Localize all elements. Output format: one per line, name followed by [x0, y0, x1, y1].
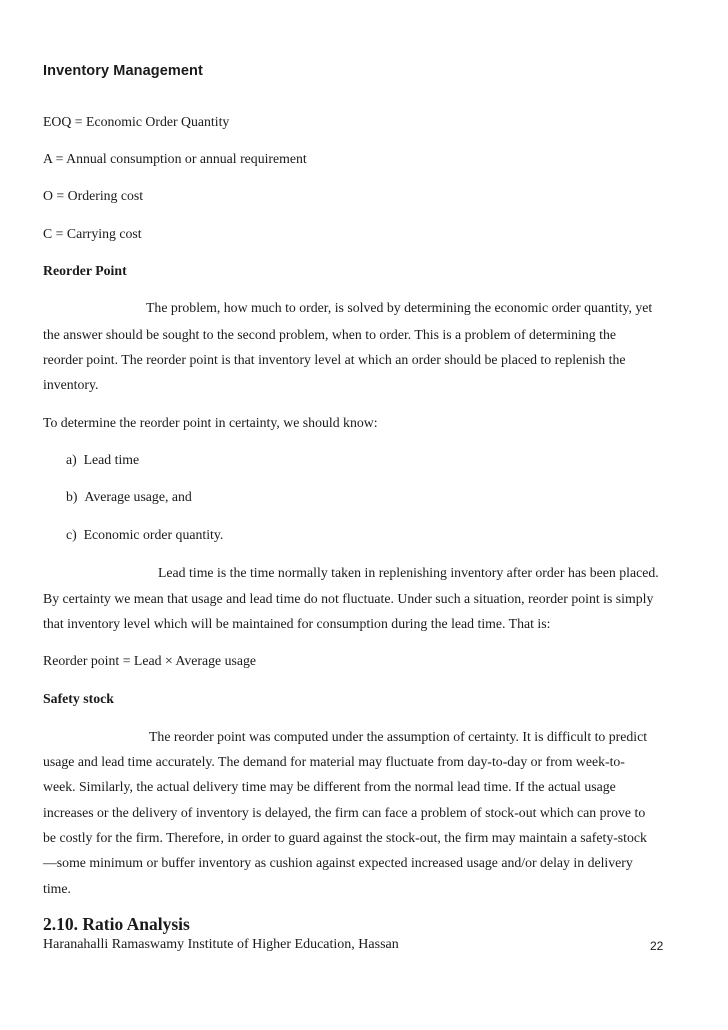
safety-stock-heading: Safety stock: [43, 691, 114, 706]
reorder-paragraph-line: inventory.: [43, 377, 99, 392]
section-title-ratio-analysis: 2.10. Ratio Analysis: [43, 914, 190, 934]
safety-paragraph-line: The reorder point was computed under the assumption of certainty. It is difficult to predict: [149, 729, 648, 744]
definition-a: A = Annual consumption or annual requirement: [43, 151, 307, 166]
footer-institution: Haranahalli Ramaswamy Institute of Higher Education, Hassan: [43, 937, 399, 952]
lead-time-paragraph-line: By certainty we mean that usage and lead time do not fluctuate. Under such a situation, reorder point is simply: [43, 591, 654, 606]
safety-paragraph-line: usage and lead time accurately. The demand for material may fluctuate from day-to-day or from week-to-: [43, 754, 625, 769]
list-item-average-usage: b) Average usage, and: [66, 489, 192, 504]
safety-paragraph-line: time.: [43, 881, 71, 896]
page-header: Inventory Management: [43, 63, 203, 79]
reorder-formula: Reorder point = Lead × Average usage: [43, 653, 256, 668]
reorder-point-heading: Reorder Point: [43, 263, 127, 278]
lead-time-paragraph-line: that inventory level which will be maintained for consumption during the lead time. That is:: [43, 616, 551, 631]
list-item-lead-time: a) Lead time: [66, 452, 140, 467]
safety-paragraph-line: —some minimum or buffer inventory as cushion against expected increased usage and/or delay in delivery: [43, 855, 633, 870]
lead-time-paragraph-line: Lead time is the time normally taken in replenishing inventory after order has been placed.: [158, 565, 659, 580]
reorder-intro: To determine the reorder point in certainty, we should know:: [43, 415, 378, 430]
reorder-paragraph-line: reorder point. The reorder point is that inventory level at which an order should be placed to replenish the: [43, 352, 626, 367]
safety-paragraph-line: increases or the delivery of inventory is delayed, the firm can face a problem of stock-out which can prove to: [43, 805, 646, 820]
reorder-paragraph-line: The problem, how much to order, is solved by determining the economic order quantity, yet: [146, 300, 653, 315]
definition-c: C = Carrying cost: [43, 226, 142, 241]
definition-eoq: EOQ = Economic Order Quantity: [43, 114, 230, 129]
list-item-eoq: c) Economic order quantity.: [66, 527, 224, 542]
reorder-paragraph-line: the answer should be sought to the second problem, when to order. This is a problem of determining the: [43, 327, 616, 342]
safety-paragraph-line: week. Similarly, the actual delivery time may be different from the normal lead time. If the actual usage: [43, 779, 616, 794]
footer-page-number: 22: [650, 939, 664, 953]
safety-paragraph-line: be costly for the firm. Therefore, in order to guard against the stock-out, the firm may maintain a safety-stock: [43, 830, 647, 845]
definition-o: O = Ordering cost: [43, 188, 144, 203]
